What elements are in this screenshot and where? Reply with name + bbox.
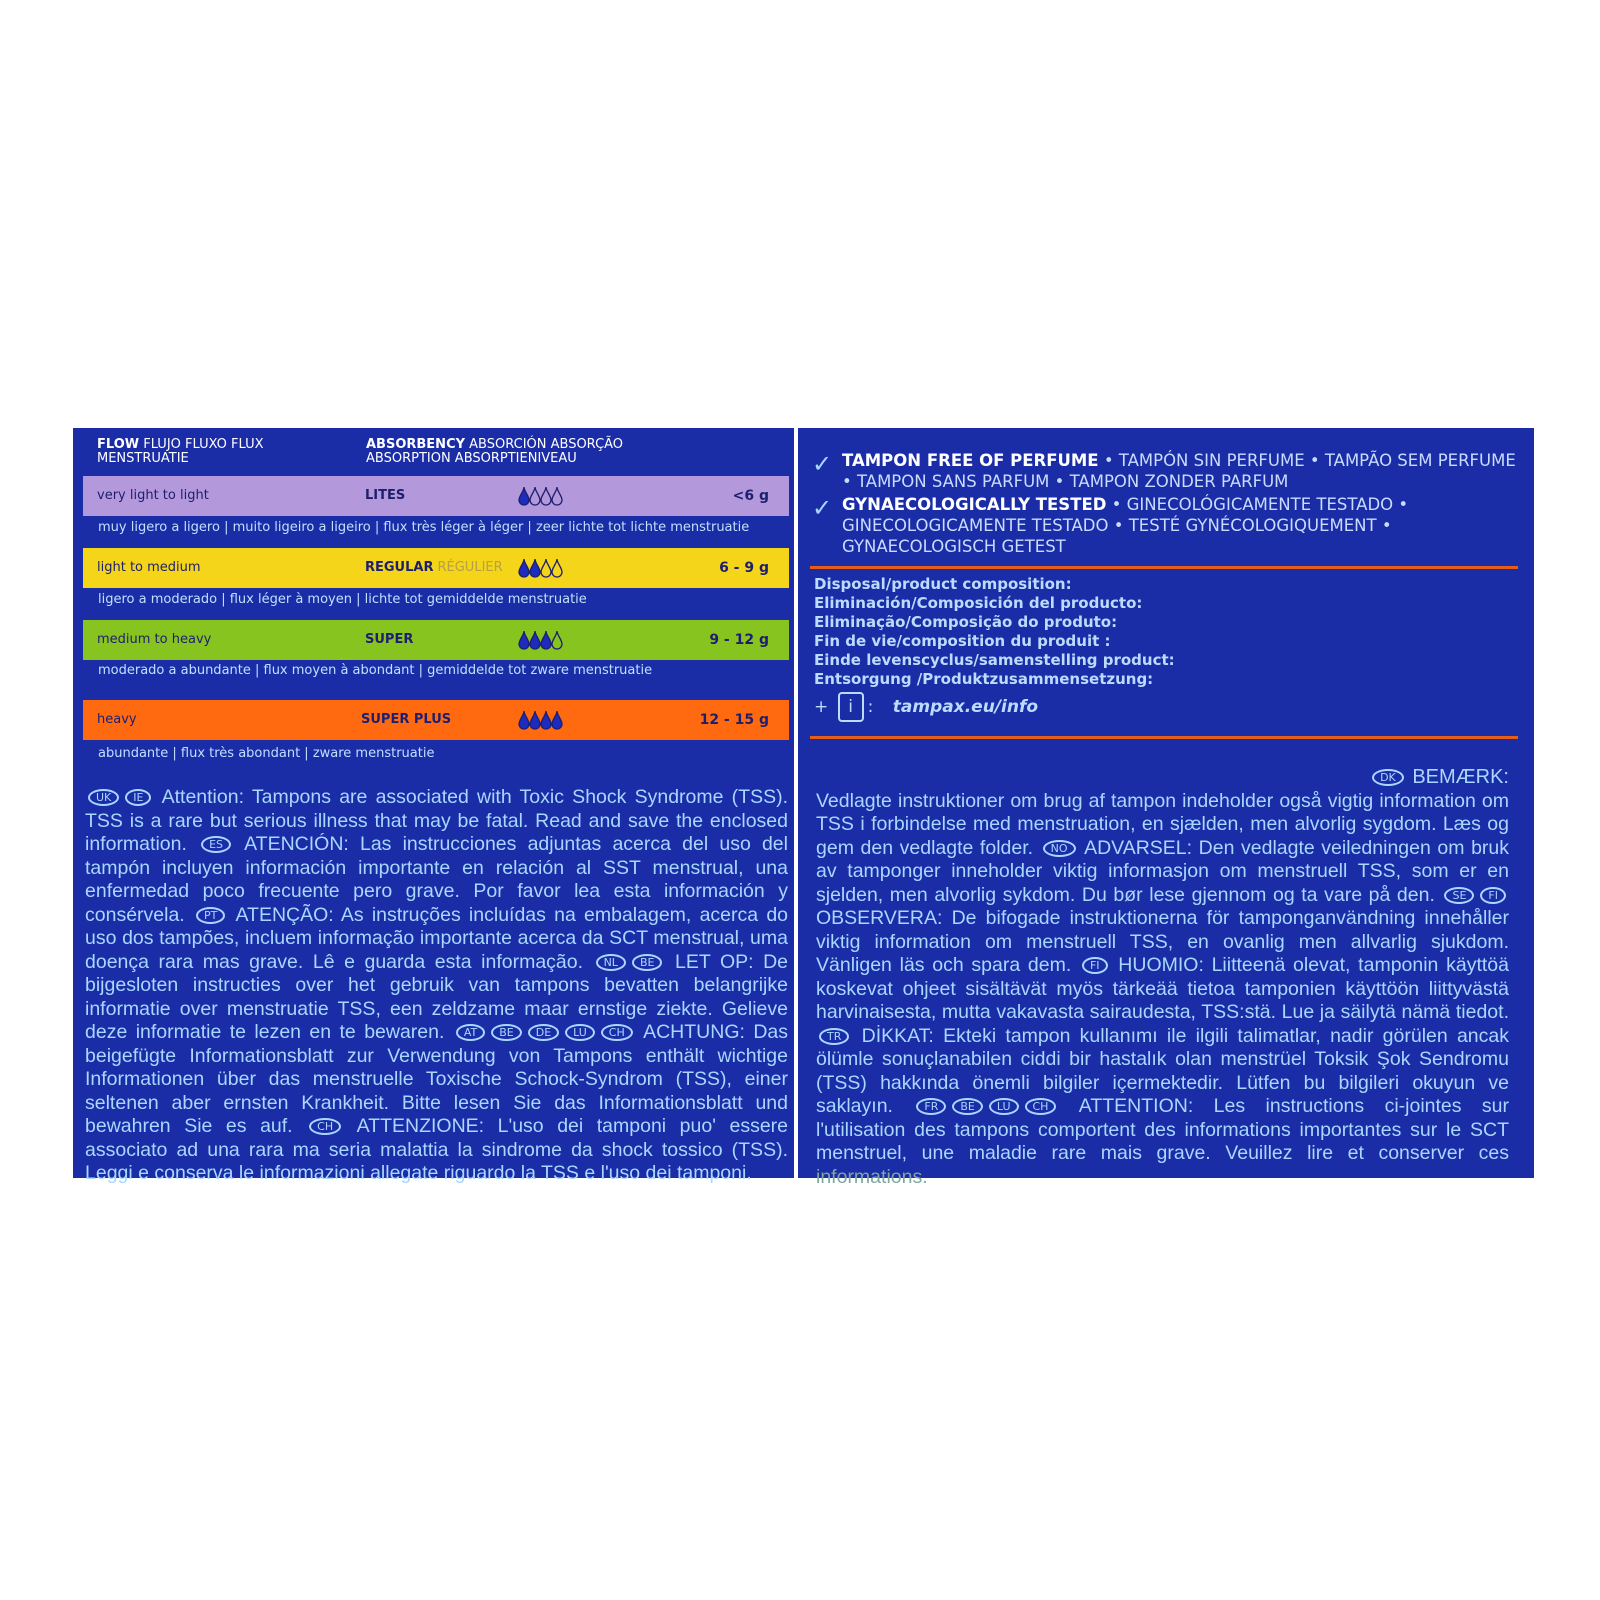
- left-panel: [73, 428, 794, 1184]
- weight-label: 6 - 9 g: [719, 560, 769, 576]
- warning-pt: ATENÇÃO: As instruções incluídas na embalagem, acerca do uso dos tampões, incluem informação importante acerca da SCT menstrual, uma doença rara mas grave. Lê e guarda esta informação.: [85, 903, 789, 973]
- right-panel: [798, 428, 1534, 1188]
- country-badge: UK: [88, 789, 119, 806]
- drop-filled-icon: [519, 487, 529, 505]
- info-url: tampax.eu/info: [892, 697, 1039, 717]
- country-badge: DE: [528, 1024, 559, 1041]
- country-badge: CH: [601, 1024, 633, 1041]
- drop-filled-icon: [519, 631, 529, 649]
- claim-bold: TAMPON FREE OF PERFUME: [842, 451, 1099, 470]
- country-badge: FR: [916, 1098, 946, 1115]
- disposal-list: [814, 575, 1175, 689]
- weight-label: 9 - 12 g: [709, 632, 769, 648]
- disposal-line: Einde levenscyclus/samenstelling product:: [814, 651, 1175, 669]
- country-badge: LU: [565, 1024, 595, 1041]
- flow-note: abundante | flux très abondant | zware menstruatie: [98, 746, 435, 761]
- country-badge: BE: [632, 954, 663, 971]
- check-icon: ✓: [812, 494, 833, 522]
- country-badge: CH: [309, 1118, 341, 1135]
- country-badge: PT: [196, 907, 225, 924]
- warning-fr-end: informations.: [816, 1165, 928, 1188]
- warning-se: OBSERVERA: De bifogade instruktionerna för tamponganvändning innehåller viktig information om menstruell TSS, en ovanlig men allvarlig sjukdom. Vänligen läs och spara dem.: [816, 907, 1509, 976]
- drops-icon: [518, 485, 566, 507]
- country-badge: BE: [952, 1098, 983, 1115]
- country-badge: AT: [456, 1024, 485, 1041]
- flow-label: light to medium: [97, 560, 201, 575]
- disposal-line: Eliminación/Composición del producto:: [814, 594, 1143, 612]
- country-badge: FI: [1082, 957, 1108, 974]
- drop-empty-icon: [552, 631, 562, 649]
- warning-dk-heading: [816, 766, 1509, 790]
- check-icon: ✓: [812, 450, 833, 478]
- disposal-line: Entsorgung /Produktzusammensetzung:: [814, 670, 1154, 688]
- flow-row-super: [83, 620, 789, 660]
- drop-empty-icon: [530, 487, 540, 505]
- orange-divider: [810, 736, 1518, 739]
- weight-label: 12 - 15 g: [699, 712, 769, 728]
- drop-filled-icon: [530, 559, 540, 577]
- absorbency-name: REGULAR: [365, 560, 434, 575]
- drops-icon: [518, 629, 566, 651]
- orange-divider: [810, 566, 1518, 569]
- claim-rest: • TAMPÓN SIN PERFUME • TAMPÃO SEM PERFUME • TAMPON SANS PARFUM • TAMPON ZONDER PARFUM: [842, 451, 1516, 491]
- info-icon: i: [838, 692, 864, 722]
- country-badge: NO: [1043, 840, 1076, 857]
- drop-filled-icon: [541, 711, 551, 729]
- absorbency-header-rest: ABSORCIÓN ABSORÇÃO: [465, 437, 624, 452]
- flow-label: medium to heavy: [97, 632, 212, 647]
- flow-note: moderado a abundante | flux moyen à abondant | gemiddelde tot zware menstruatie: [98, 663, 653, 678]
- absorbency-name-alt: RÉGULIER: [437, 560, 503, 575]
- absorbency-header-line2: ABSORPTION ABSORPTIENIVEAU: [366, 451, 577, 466]
- drop-empty-icon: [552, 559, 562, 577]
- absorbency-label: [361, 712, 451, 727]
- tss-warning-right: [816, 766, 1509, 1189]
- absorbency-name: SUPER PLUS: [361, 712, 452, 727]
- claim-bold: GYNAECOLOGICALLY TESTED: [842, 495, 1107, 514]
- flow-label: heavy: [97, 712, 137, 727]
- drop-empty-icon: [552, 487, 562, 505]
- absorbency-header-bold: ABSORBENCY: [366, 437, 466, 452]
- drop-filled-icon: [519, 559, 529, 577]
- absorbency-name: LITES: [365, 488, 406, 503]
- flow-header-bold: FLOW: [97, 437, 140, 452]
- drop-filled-icon: [519, 711, 529, 729]
- flow-header-line2: MENSTRUATIE: [97, 451, 189, 466]
- country-badge: TR: [819, 1028, 849, 1045]
- tss-warning-left: [85, 786, 788, 1186]
- claim-perfume-free: [812, 450, 1518, 492]
- drops-icon: [518, 709, 566, 731]
- country-badge: ES: [201, 836, 231, 853]
- absorbency-label: [365, 632, 413, 647]
- info-line: [814, 692, 1038, 722]
- disposal-line: Disposal/product composition:: [814, 575, 1072, 593]
- country-badge: CH: [1025, 1098, 1057, 1115]
- flow-row-regular: [83, 548, 789, 588]
- country-badge: SE: [1444, 887, 1474, 904]
- warning-dk-head: BEMÆRK:: [1412, 766, 1509, 788]
- warning-nl: LET OP: De bijgesloten instructies over het gebruik van tampons bevatten belangrijke informatie over menstruatie TSS, een zeldzame maar ernstige ziekte. Gelieve deze informatie te lezen en te bewaren.: [85, 950, 788, 1043]
- drop-filled-icon: [530, 711, 540, 729]
- absorbency-label: [365, 560, 503, 575]
- plus-sign: +: [814, 697, 829, 717]
- warning-uk: Attention: Tampons are associated with Toxic Shock Syndrome (TSS). TSS is a rare but serious illness that may be fatal. Read and save the enclosed information.: [85, 786, 789, 855]
- country-badge: LU: [989, 1098, 1019, 1115]
- warning-tr: DİKKAT: Ekteki tampon kullanımı ile ilgili talimatlar, nadir görülen ancak ölümle sonuçlanabilen ciddi bir hastalık olan menstrüel Toksik Şok Sendromu (TSS) hakkında önemli bilgiler içermektedir. Lütfen bu bilgileri okuyun ve saklayın.: [816, 1024, 1509, 1117]
- flow-note: muy ligero a ligero | muito ligeiro a ligeiro | flux très léger à léger | zeer lichte tot lichte menstruatie: [98, 520, 750, 535]
- disposal-line: Eliminação/Composição do produto:: [814, 613, 1118, 631]
- warning-dk: Vedlagte instruktioner om brug af tampon indeholder også vigtig information om TSS i forbindelse med menstruation, en sjælden, men alvorlig sygdom. Læs og gem den vedlagte folder.: [816, 789, 1509, 859]
- drop-filled-icon: [541, 631, 551, 649]
- claim-gyn-tested: [812, 494, 1518, 557]
- weight-label: <6 g: [732, 488, 769, 504]
- flow-row-lites: [83, 476, 789, 516]
- country-badge: DK: [1372, 769, 1404, 786]
- country-badge: BE: [491, 1024, 522, 1041]
- claim-rest: • GINECOLÓGICAMENTE TESTADO • GINECOLOGICAMENTE TESTADO • TESTÉ GYNÉCOLOGIQUEMENT • GYNAECOLOGISCH GETEST: [842, 495, 1409, 556]
- flow-note: ligero a moderado | flux léger à moyen | lichte tot gemiddelde menstruatie: [98, 592, 587, 607]
- warning-fi: HUOMIO: Liitteenä olevat, tamponin käyttöä koskevat ohjeet sisältävät myös tärkeää tietoa tamponien käyttöön liittyvästä harvinaisesta, mutta vakavasta sairaudesta, TSS:stä. Lue ja säilytä nämä tiedot.: [816, 954, 1509, 1023]
- drop-empty-icon: [541, 487, 551, 505]
- absorbency-label: [365, 488, 405, 503]
- drop-filled-icon: [530, 631, 540, 649]
- flow-label: very light to light: [97, 488, 209, 503]
- warning-es: ATENCIÓN: Las instrucciones adjuntas acerca del uso del tampón incluyen información importante en relación al SST menstrual, una enfermedad poco frecuente pero grave. Por favor lea esta información y consérvela.: [85, 833, 788, 926]
- drops-icon: [518, 557, 566, 579]
- country-badge: IE: [125, 789, 151, 806]
- drop-empty-icon: [541, 559, 551, 577]
- warning-fr: ATTENTION: Les instructions ci-jointes sur l'utilisation des tampons comportent des informations importantes sur le SCT menstruel, une maladie rare mais grave. Veuillez lire et conserver ces: [816, 1095, 1510, 1164]
- flow-header: [97, 438, 264, 466]
- warning-de: ACHTUNG: Das beigefügte Informationsblatt zur Verwendung von Tampons enthält wichtige Informationen über das menstruelle Toxische Schock-Syndrom (TSS), einer seltenen aber ernsten Krankheit. Bitte lesen Sie das Informationsblatt und bewahren Sie es auf.: [85, 1021, 789, 1137]
- warning-no: ADVARSEL: Den vedlagte veiledningen om bruk av tamponger inneholder viktig informasjon om menstruell TSS, som er en sjelden, men alvorlig sykdom. Du bør lese gjennom og ta vare på den.: [816, 836, 1510, 906]
- country-badge: FI: [1480, 887, 1506, 904]
- flow-row-super-plus: [83, 700, 789, 740]
- flow-header-rest: FLUJO FLUXO FLUX: [139, 437, 264, 452]
- disposal-line: Fin de vie/composition du produit :: [814, 632, 1111, 650]
- info-colon: :: [867, 697, 874, 717]
- absorbency-name: SUPER: [365, 632, 414, 647]
- drop-filled-icon: [552, 711, 562, 729]
- absorbency-header: [366, 438, 623, 466]
- warning-it: ATTENZIONE: L'uso dei tamponi puo' essere associato ad una rara ma seria malattia la sindrome da shock tossico (TSS). Leggi e conserva le informazioni allegate riguardo la TSS e l'uso dei tamponi.: [85, 1115, 789, 1184]
- country-badge: NL: [596, 954, 626, 971]
